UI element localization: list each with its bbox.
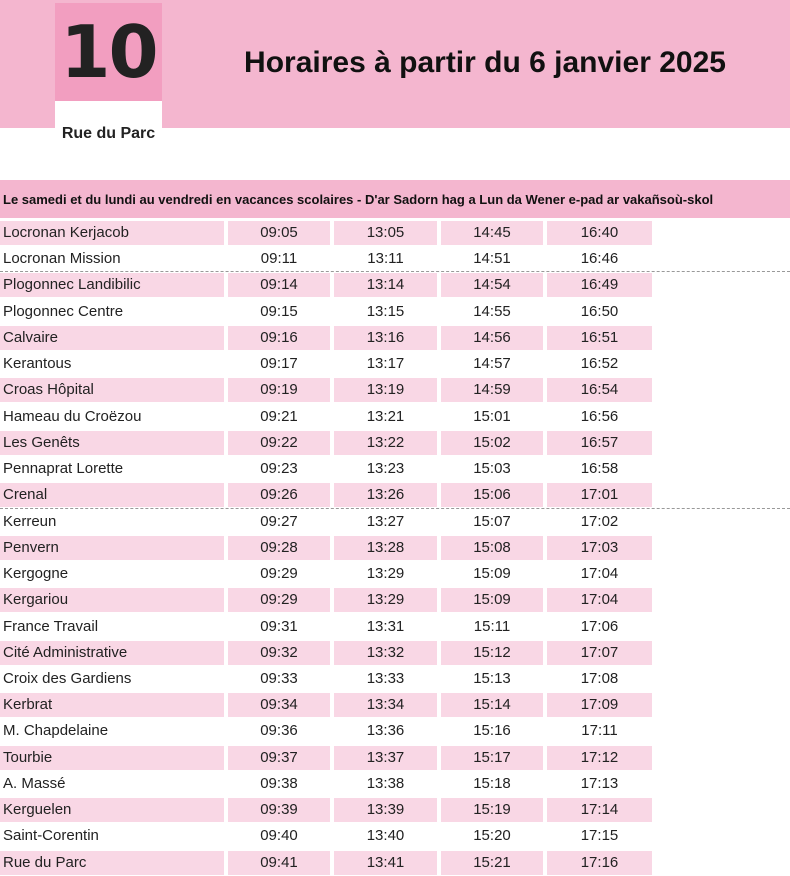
departure-time: 09:31 [260, 617, 298, 635]
departure-time: 16:54 [547, 378, 652, 402]
departure-time: 17:16 [547, 851, 652, 875]
departure-time: 13:32 [334, 641, 437, 665]
departure-time: 13:37 [334, 746, 437, 770]
departure-time: 13:05 [334, 221, 437, 245]
timetable-row [0, 325, 790, 351]
departure-time: 17:06 [580, 617, 619, 635]
departure-time: 15:17 [441, 746, 543, 770]
departure-time: 09:27 [260, 512, 298, 530]
timetable-row [0, 850, 790, 876]
departure-time: 15:09 [441, 588, 543, 612]
stop-name: Les Genêts [0, 431, 224, 455]
departure-time: 13:34 [334, 693, 437, 717]
departure-time: 17:03 [547, 536, 652, 560]
stop-name: France Travail [3, 617, 99, 635]
departure-time: 15:11 [473, 617, 511, 635]
departure-time: 13:22 [334, 431, 437, 455]
stop-name: Locronan Mission [3, 250, 121, 268]
departure-time: 09:36 [260, 722, 298, 740]
line-number: 10 [60, 10, 157, 94]
departure-time: 09:38 [260, 774, 298, 792]
destination-label: Rue du Parc [61, 125, 156, 142]
departure-time: 09:19 [228, 378, 330, 402]
departure-time: 09:22 [228, 431, 330, 455]
departure-time: 14:54 [441, 273, 543, 297]
departure-time: 13:29 [334, 588, 437, 612]
timetable-row [0, 771, 790, 797]
timetable-row [0, 377, 790, 403]
departure-time: 09:41 [228, 851, 330, 875]
line-number-badge [55, 3, 162, 101]
timetable-row [0, 718, 790, 744]
page-title: Horaires à partir du 6 janvier 2025 [244, 46, 726, 79]
departure-time: 13:15 [366, 302, 405, 320]
departure-time: 13:40 [366, 827, 405, 845]
timetable-row [0, 561, 790, 587]
timetable-row [0, 351, 790, 377]
departure-time: 14:57 [473, 355, 511, 373]
departure-time: 15:21 [441, 851, 543, 875]
timetable-row [0, 246, 790, 272]
departure-time: 09:29 [228, 588, 330, 612]
departure-time: 15:08 [441, 536, 543, 560]
departure-time: 09:34 [228, 693, 330, 717]
departure-time: 13:38 [366, 774, 405, 792]
timetable-row [0, 587, 790, 613]
timetable-row [0, 745, 790, 771]
departure-time: 16:40 [547, 221, 652, 245]
departure-time: 16:46 [580, 250, 619, 268]
stop-name: Saint-Corentin [3, 827, 99, 845]
departure-time: 09:26 [228, 483, 330, 507]
departure-time: 13:26 [334, 483, 437, 507]
departure-time: 15:20 [473, 827, 511, 845]
timetable [0, 220, 790, 876]
stop-name: Kerreun [3, 512, 57, 530]
departure-time: 13:11 [367, 250, 404, 268]
departure-time: 17:04 [547, 588, 652, 612]
departure-time: 13:23 [366, 460, 405, 478]
stop-name: Pennaprat Lorette [3, 460, 124, 478]
departure-time: 13:39 [334, 798, 437, 822]
departure-time: 09:29 [260, 565, 298, 583]
stop-name: Calvaire [0, 326, 224, 350]
departure-time: 16:52 [580, 355, 619, 373]
departure-time: 17:08 [580, 669, 619, 687]
departure-time: 16:56 [580, 407, 619, 425]
timetable-row [0, 220, 790, 246]
departure-time: 15:09 [473, 565, 511, 583]
departure-time: 09:33 [260, 669, 298, 687]
departure-time: 13:28 [334, 536, 437, 560]
departure-time: 14:51 [473, 250, 511, 268]
timetable-row [0, 797, 790, 823]
timetable-row [0, 692, 790, 718]
departure-time: 14:56 [441, 326, 543, 350]
departure-time: 09:17 [260, 355, 298, 373]
departure-time: 15:14 [441, 693, 543, 717]
departure-time: 15:07 [473, 512, 511, 530]
timetable-row [0, 823, 790, 849]
stop-name: Kerguelen [0, 798, 224, 822]
departure-time: 14:55 [473, 302, 511, 320]
departure-time: 13:16 [334, 326, 437, 350]
stop-name: Plogonnec Landibilic [0, 273, 224, 297]
departure-time: 17:09 [547, 693, 652, 717]
stop-name: Kergogne [3, 565, 69, 583]
departure-time: 09:37 [228, 746, 330, 770]
timetable-row [0, 299, 790, 325]
departure-time: 16:58 [580, 460, 619, 478]
stop-name: Cité Administrative [0, 641, 224, 665]
stop-name: Penvern [0, 536, 224, 560]
departure-time: 17:13 [580, 774, 619, 792]
departure-time: 09:32 [228, 641, 330, 665]
departure-time: 15:01 [473, 407, 511, 425]
stop-name: Hameau du Croëzou [3, 407, 142, 425]
departure-time: 09:14 [228, 273, 330, 297]
stop-name: Plogonnec Centre [3, 302, 124, 320]
departure-time: 14:45 [441, 221, 543, 245]
timetable-row [0, 640, 790, 666]
departure-time: 16:51 [547, 326, 652, 350]
departure-time: 13:31 [366, 617, 405, 635]
stop-name: Locronan Kerjacob [0, 221, 224, 245]
stop-name: Kerantous [3, 355, 72, 373]
stop-name: M. Chapdelaine [3, 722, 109, 740]
departure-time: 09:40 [260, 827, 298, 845]
stop-name: Croas Hôpital [0, 378, 224, 402]
departure-time: 13:21 [366, 407, 405, 425]
departure-time: 16:50 [580, 302, 619, 320]
departure-time: 16:49 [547, 273, 652, 297]
departure-time: 13:33 [366, 669, 405, 687]
timetable-row [0, 456, 790, 482]
departure-time: 15:18 [473, 774, 511, 792]
stop-name: Tourbie [0, 746, 224, 770]
timetable-row [0, 430, 790, 456]
stop-name: Kerbrat [0, 693, 224, 717]
departure-time: 13:17 [366, 355, 405, 373]
departure-time: 17:14 [547, 798, 652, 822]
departure-time: 15:02 [441, 431, 543, 455]
departure-time: 15:16 [473, 722, 511, 740]
stop-name: Crenal [0, 483, 224, 507]
departure-time: 13:41 [334, 851, 437, 875]
timetable-row [0, 666, 790, 692]
departure-time: 13:29 [366, 565, 405, 583]
departure-time: 17:11 [581, 722, 618, 740]
departure-time: 09:23 [260, 460, 298, 478]
departure-time: 13:19 [334, 378, 437, 402]
departure-time: 09:05 [228, 221, 330, 245]
stop-name: Kergariou [0, 588, 224, 612]
departure-time: 15:13 [473, 669, 511, 687]
departure-time: 09:39 [228, 798, 330, 822]
service-period-label: Le samedi et du lundi au vendredi en vacances scolaires - D'ar Sadorn hag a Lun da Wener e-pad ar vakañsoù-skol [3, 192, 714, 207]
timetable-row [0, 509, 790, 535]
departure-time: 15:19 [441, 798, 543, 822]
timetable-row [0, 272, 790, 298]
timetable-row [0, 482, 790, 508]
departure-time: 17:04 [580, 565, 619, 583]
departure-time: 14:59 [441, 378, 543, 402]
departure-time: 17:07 [547, 641, 652, 665]
departure-time: 17:12 [547, 746, 652, 770]
departure-time: 15:06 [441, 483, 543, 507]
departure-time: 13:14 [334, 273, 437, 297]
stop-name: Rue du Parc [0, 851, 224, 875]
departure-time: 15:03 [473, 460, 511, 478]
timetable-row [0, 404, 790, 430]
departure-time: 09:21 [260, 407, 298, 425]
departure-time: 13:27 [366, 512, 405, 530]
stop-name: Croix des Gardiens [3, 669, 132, 687]
departure-time: 17:01 [547, 483, 652, 507]
departure-time: 17:15 [580, 827, 619, 845]
departure-time: 09:28 [228, 536, 330, 560]
departure-time: 13:36 [366, 722, 405, 740]
timetable-row [0, 535, 790, 561]
departure-time: 17:02 [580, 512, 619, 530]
stop-name: A. Massé [3, 774, 66, 792]
departure-time: 16:57 [547, 431, 652, 455]
departure-time: 09:16 [228, 326, 330, 350]
departure-time: 09:11 [260, 250, 298, 268]
departure-time: 09:15 [260, 302, 298, 320]
departure-time: 15:12 [441, 641, 543, 665]
timetable-row [0, 614, 790, 640]
